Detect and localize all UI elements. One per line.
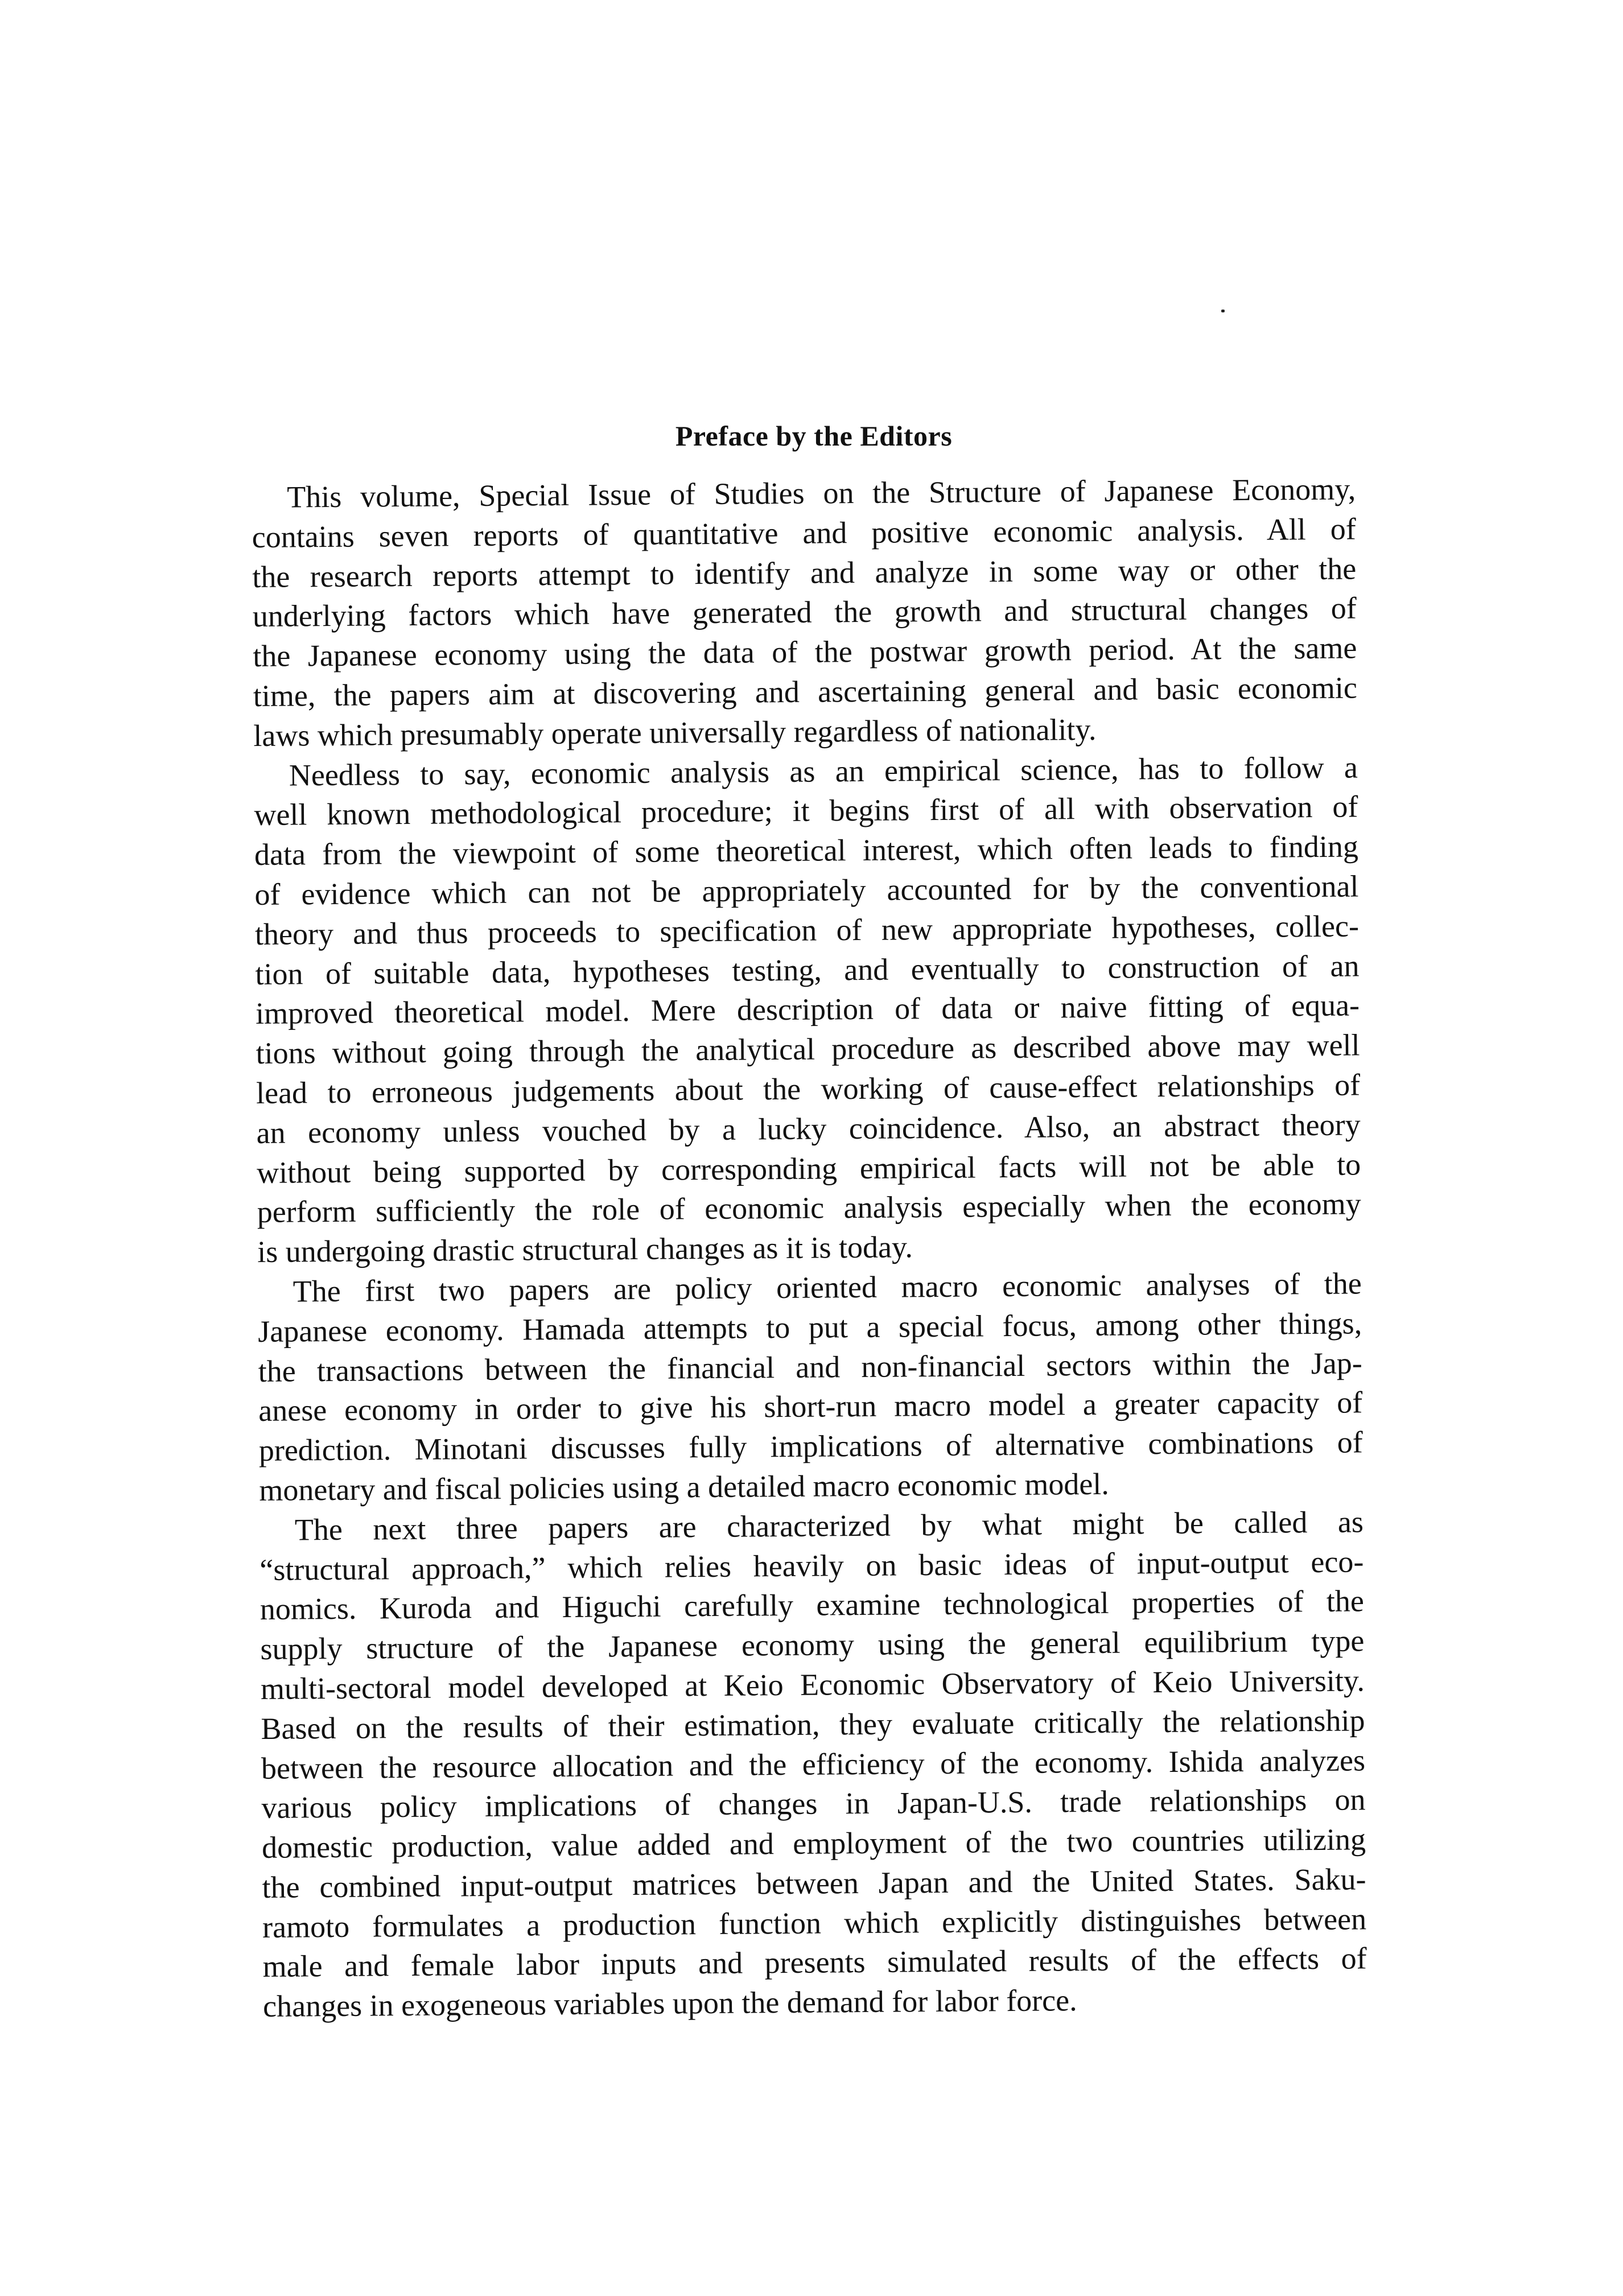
text-line: This volume, Special Issue of Studies on the Structure of Japanese Economy, [287, 472, 1356, 514]
text-line: nomics. Kuroda and Higuchi carefully examine technological properties of the [259, 1584, 1365, 1627]
text-line: underlying factors which have generated the growth and structural changes of [252, 591, 1357, 634]
paragraph-3 [257, 1264, 1363, 1510]
text-line: perform sufficiently the role of economic analysis especially when the economy [257, 1186, 1361, 1230]
text-line: male and female labor inputs and presents simulated results of the effects of [262, 1941, 1367, 1984]
text-line: theory and thus proceeds to specification of new appropriate hypotheses, collec- [254, 909, 1360, 951]
text-line: tions without going through the analytical procedure as described above may well [256, 1028, 1360, 1071]
text-line: domestic production, value added and employment of the two countries utilizing [261, 1822, 1366, 1865]
text-line: The next three papers are characterized by what might be called as [294, 1504, 1364, 1547]
page-title: Preface by the Editors [675, 420, 953, 452]
text-line: the transactions between the financial and non-financial sectors within the Jap- [258, 1345, 1362, 1388]
text-line: supply structure of the Japanese economy using the general equilibrium type [260, 1623, 1365, 1667]
text-line: prediction. Minotani discusses fully implications of alternative combinations of [258, 1425, 1363, 1468]
text-line: Needless to say, economic analysis as an empirical science, has to follow a [289, 750, 1358, 793]
text-line: The first two papers are policy oriented macro economic analyses of the [293, 1266, 1362, 1309]
text-line: well known methodological procedure; it begins first of all with observation of [254, 789, 1358, 832]
text-line: changes in exogeneous variables upon the demand for labor force. [262, 1983, 1077, 2024]
text-line: without being supported by corresponding empirical facts will not be able to [256, 1147, 1361, 1190]
text-line: lead to erroneous judgements about the working of cause-effect relationships of [256, 1067, 1361, 1110]
text-line: time, the papers aim at discovering and ascertaining general and basic economic [253, 670, 1358, 713]
text-line: “structural approach,” which relies heavily on basic ideas of input-output eco- [259, 1544, 1364, 1587]
text-line: ramoto formulates a production function which explicitly distinguishes between [262, 1902, 1367, 1944]
text-line: between the resource allocation and the efficiency of the economy. Ishida analyzes [261, 1742, 1366, 1786]
text-line: improved theoretical model. Mere description of data or naive fitting of equa- [255, 988, 1360, 1031]
text-line: is undergoing drastic structural changes as it is today. [257, 1230, 913, 1269]
paragraph-2 [254, 748, 1362, 1272]
text-line: laws which presumably operate universally regardless of nationality. [253, 712, 1097, 753]
text-line: the combined input-output matrices between Japan and the United States. Saku- [262, 1862, 1366, 1905]
text-line: Based on the results of their estimation, they evaluate critically the relationship [261, 1703, 1365, 1746]
text-line: data from the viewpoint of some theoretical interest, which often leads to finding [254, 829, 1359, 872]
text-line: Japanese economy. Hamada attempts to put a special focus, among other things, [258, 1306, 1362, 1349]
text-line: multi-sectoral model developed at Keio Economic Observatory of Keio University. [260, 1663, 1365, 1706]
paragraph-4 [259, 1502, 1367, 2027]
paragraph-1 [252, 469, 1358, 756]
preface-body [252, 469, 1367, 2027]
text-line: contains seven reports of quantitative and positive economic analysis. All of [252, 512, 1356, 554]
text-line: tion of suitable data, hypotheses testing, and eventually to construction of an [255, 948, 1360, 991]
text-line: various policy implications of changes in Japan-U.S. trade relationships on [261, 1782, 1366, 1825]
scan-speck [1221, 310, 1225, 312]
text-line: the research reports attempt to identify and analyze in some way or other the [252, 551, 1357, 594]
text-line: anese economy in order to give his short-run macro model a greater capacity of [258, 1385, 1363, 1428]
text-line: the Japanese economy using the data of the postwar growth period. At the same [253, 630, 1357, 674]
text-line: of evidence which can not be appropriately accounted for by the conventional [254, 869, 1359, 912]
text-line: an economy unless vouched by a lucky coincidence. Also, an abstract theory [256, 1107, 1361, 1150]
text-line: monetary and fiscal policies using a detailed macro economic model. [259, 1466, 1110, 1507]
